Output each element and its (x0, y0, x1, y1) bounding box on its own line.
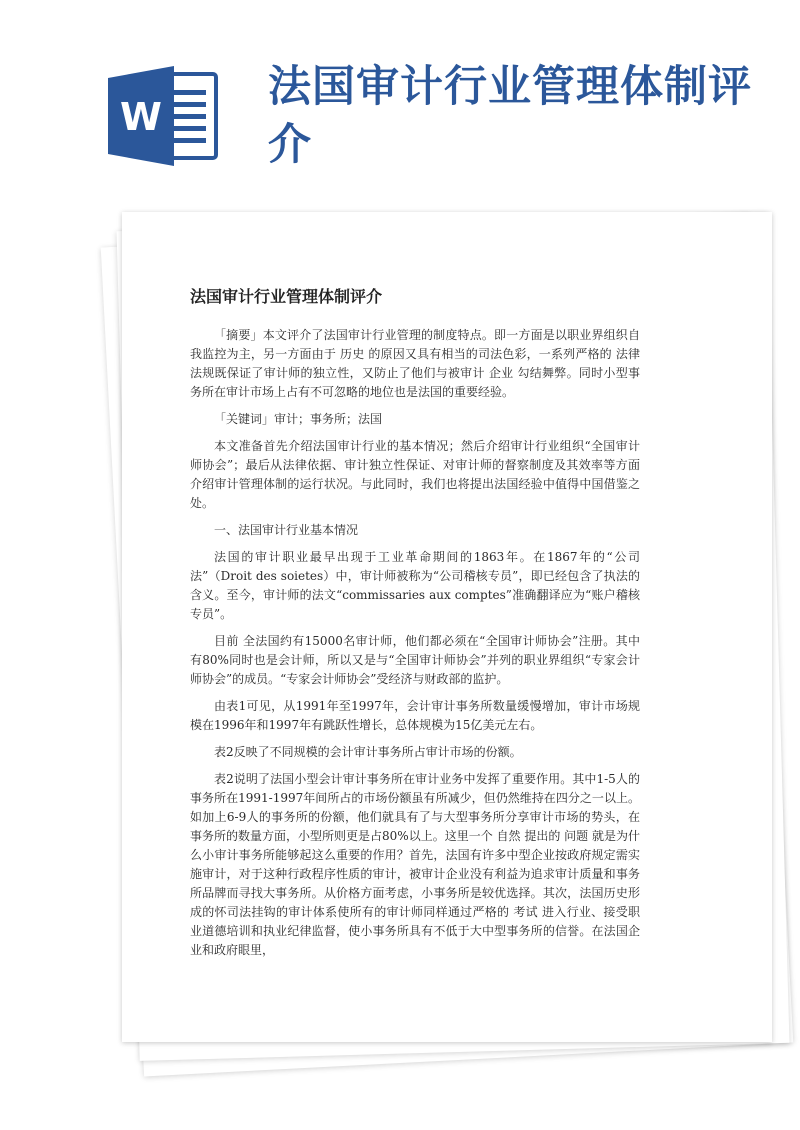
body-paragraph: 由表1可见，从1991年至1997年，会计审计事务所数量缓慢增加，审计市场规模在1996年和1997年有跳跃性增长，总体规模为15亿美元左右。 (190, 699, 640, 732)
keywords-paragraph: 「关键词」审计；事务所；法国 (214, 412, 383, 426)
body-paragraph: 法国的审计职业最早出现于工业革命期间的1863年。在1867年的“公司法”（Droit des soietes）中，审计师被称为“公司稽核专员”，即已经包含了执法的含义。至今，审计师的法文“commissaries aux comptes”准确翻译应为“账户稽核专员”。 (190, 550, 640, 621)
page-headline: 法国审计行业管理体制评介 (268, 62, 752, 170)
document-body (190, 326, 640, 968)
intro-paragraph: 本文准备首先介绍法国审计行业的基本情况；然后介绍审计行业组织“全国审计师协会”；最后从法律依据、审计独立性保证、对审计师的督察制度及其效率等方面介绍审计管理体制的运行状况。与此同时，我们也将提出法国经验中值得中国借鉴之处。 (190, 439, 640, 510)
document-title: 法国审计行业管理体制评介 (190, 287, 383, 306)
word-icon-letter: W (120, 95, 162, 139)
word-document-icon (108, 66, 220, 166)
body-paragraph: 表2说明了法国小型会计审计事务所在审计业务中发挥了重要作用。其中1-5人的事务所在1991-1997年间所占的市场份额虽有所减少，但仍然维持在四分之一以上。如加上6-9人的事务所的份额，他们就具有了与大型事务所分享审计市场的势头，在事务所的数量方面，小型所则更是占80%以上。这里一个 自然 提出的 问题 就是为什么小审计事务所能够起这么重要的作用？首先，法国有许多中型企业按政府规定需实施审计，对于这种行政程序性质的审计，被审计企业没有利益为追求审计质量和事务所品牌而寻找大事务所。从价格方面考虑，小事务所是较优选择。其次，法国历史形成的怀司法挂钩的审计体系使所有的审计师同样通过严格的 考试 进入行业、接受职业道德培训和执业纪律监督，使小事务所具有不低于大中型事务所的信誉。在法国企业和政府眼里， (190, 772, 640, 957)
body-paragraph: 目前 全法国约有15000名审计师，他们都必须在“全国审计师协会”注册。其中有80%同时也是会计师，所以又是与“全国审计师协会”并列的职业界组织“专家会计师协会”的成员。“专家会计师协会”受经济与财政部的监护。 (190, 634, 640, 686)
abstract-paragraph: 「摘要」本文评介了法国审计行业管理的制度特点。即一方面是以职业界组织自我监控为主，另一方面由于 历史 的原因又具有相当的司法色彩，一系列严格的 法律 法规既保证了审计师的独立性，又防止了他们与被审计 企业 勾结舞弊。同时小型事务所在审计市场上占有不可忽略的地位也是法国的重要经验。 (190, 328, 640, 399)
body-paragraph: 表2反映了不同规模的会计审计事务所占审计市场的份额。 (214, 745, 522, 759)
section-heading: 一、法国审计行业基本情况 (214, 523, 359, 537)
